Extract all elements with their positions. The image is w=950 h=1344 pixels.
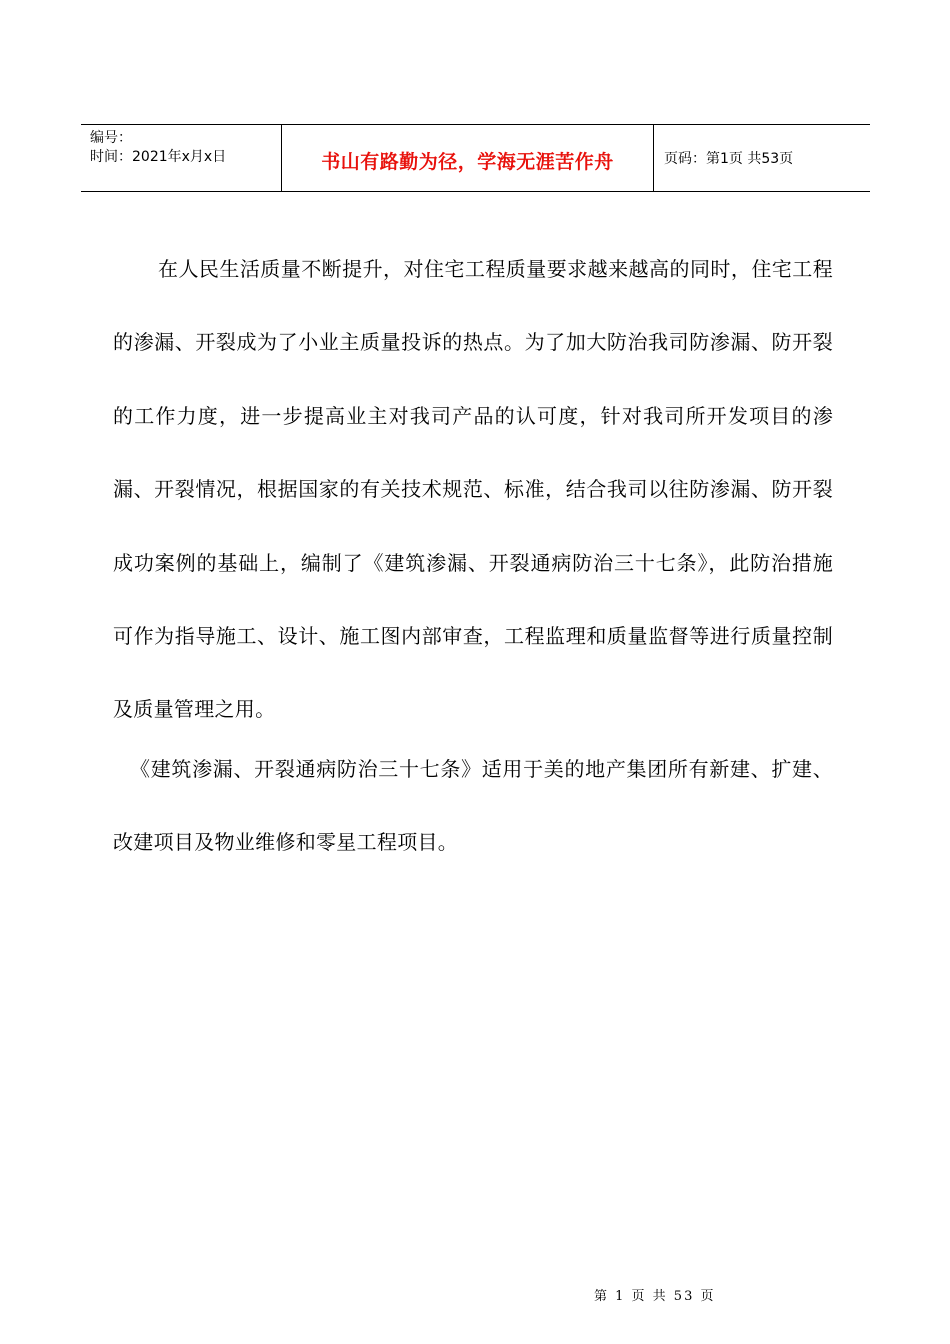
- header-motto-cell: [282, 125, 654, 191]
- page-footer: 第 1 页 共 53 页: [594, 1289, 716, 1304]
- header-meta-cell: [81, 125, 282, 191]
- document-number-label: 编号：: [90, 130, 132, 146]
- body-paragraph-2: 《建筑渗漏、开裂通病防治三十七条》适用于美的地产集团所有新建、扩建、改建项目及物业维修和零星工程项目。: [113, 757, 833, 855]
- header-page-info: 页码：第1页 共53页: [664, 151, 794, 167]
- body-paragraph-1: 在人民生活质量不断提升，对住宅工程质量要求越来越高的同时，住宅工程的渗漏、开裂成为了小业主质量投诉的热点。为了加大防治我司防渗漏、防开裂的工作力度，进一步提高业主对我司产品的认可度，针对我司所开发项目的渗漏、开裂情况，根据国家的有关技术规范、标准，结合我司以往防渗漏、防开裂成功案例的基础上，编制了《建筑渗漏、开裂通病防治三十七条》，此防治措施可作为指导施工、设计、施工图内部审查，工程监理和质量监督等进行质量控制及质量管理之用。: [113, 257, 833, 722]
- header-motto: 书山有路勤为径，学海无涯苦作舟: [321, 150, 614, 173]
- document-header: [81, 124, 870, 192]
- header-page-cell: [654, 125, 870, 191]
- document-time-label: 时间：2021年x月x日: [90, 149, 227, 165]
